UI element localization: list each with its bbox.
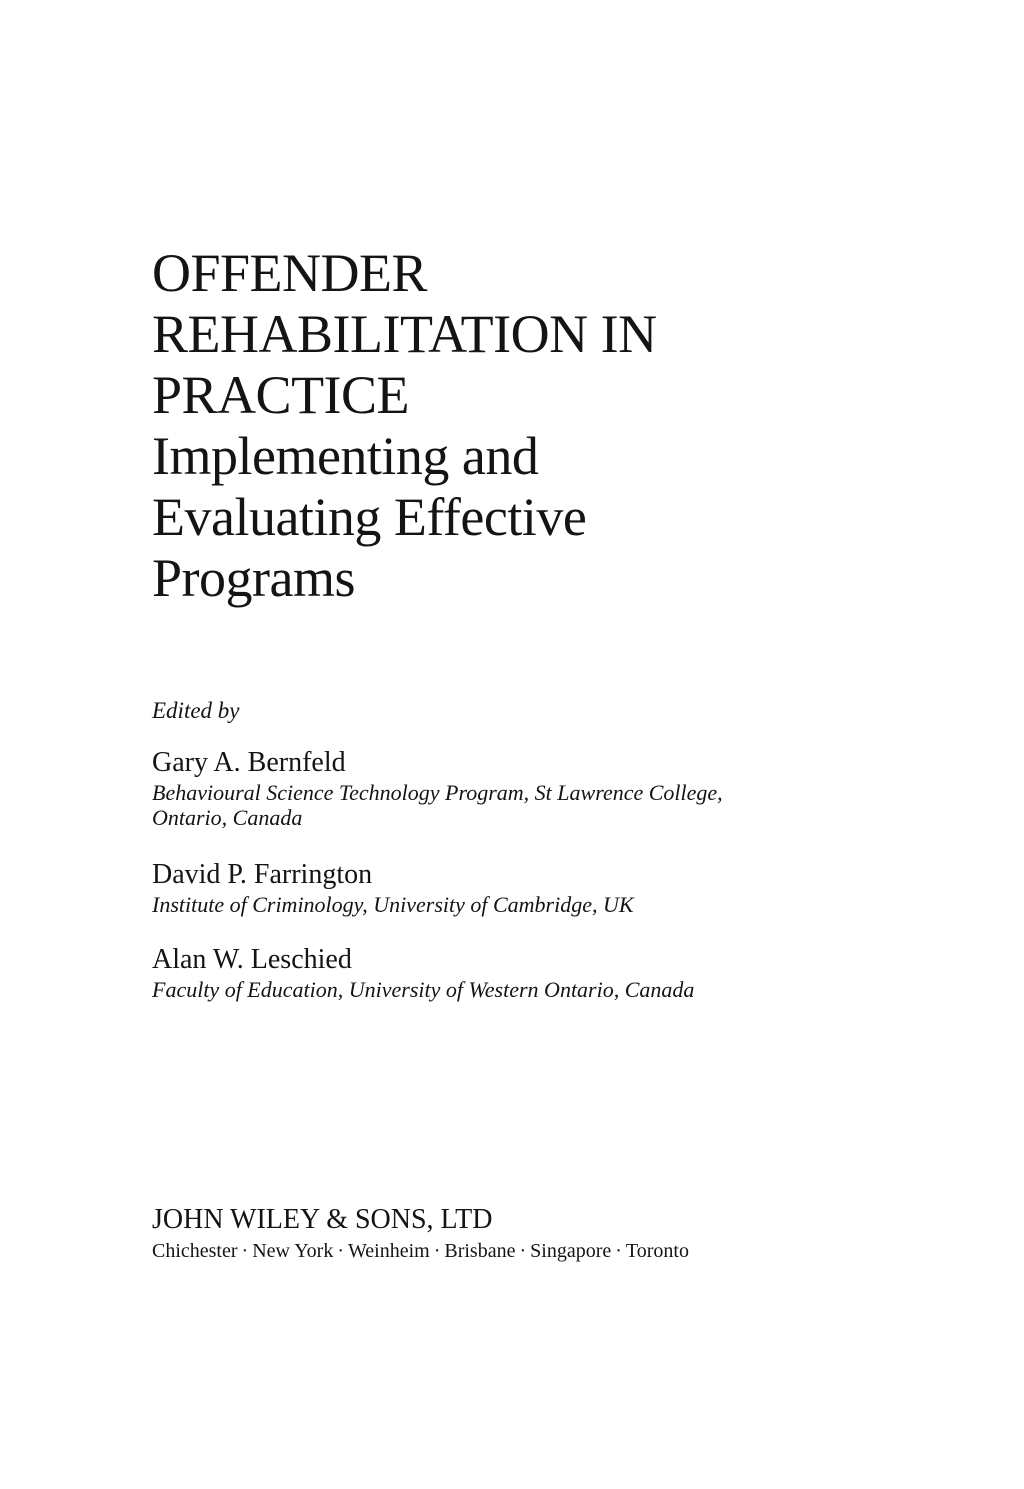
publisher-name: JOHN WILEY & SONS, LTD bbox=[152, 1204, 493, 1235]
publisher-cities bbox=[152, 1238, 689, 1264]
editor-name: Gary A. Bernfeld bbox=[152, 747, 346, 778]
separator: · bbox=[337, 1240, 344, 1262]
editor-affiliation: Faculty of Education, University of Western Ontario, Canada bbox=[152, 977, 695, 1002]
subtitle-line: Evaluating Effective bbox=[152, 487, 587, 547]
editor-affiliation: Institute of Criminology, University of Cambridge, UK bbox=[152, 892, 634, 917]
editor-affiliation: Behavioural Science Technology Program, St Lawrence College, bbox=[152, 780, 723, 805]
editor-entry bbox=[152, 858, 634, 917]
editor-entry bbox=[152, 943, 694, 1002]
title-line: REHABILITATION IN bbox=[152, 304, 657, 364]
separator: · bbox=[519, 1240, 527, 1262]
city: Chichester bbox=[152, 1240, 238, 1262]
editor-affiliation: Ontario, Canada bbox=[152, 805, 303, 830]
separator: · bbox=[615, 1240, 622, 1262]
title-line: PRACTICE bbox=[152, 365, 410, 425]
editor-name: Alan W. Leschied bbox=[152, 944, 352, 975]
separator: · bbox=[433, 1240, 441, 1262]
subtitle-line: Programs bbox=[152, 548, 355, 608]
city: Weinheim bbox=[348, 1240, 430, 1262]
book-title bbox=[152, 243, 657, 609]
edited-by-label: Edited by bbox=[152, 698, 240, 723]
city: Singapore bbox=[530, 1240, 612, 1262]
city: Brisbane bbox=[444, 1240, 516, 1262]
city: Toronto bbox=[625, 1240, 689, 1262]
editor-name: David P. Farrington bbox=[152, 859, 373, 890]
editor-entry bbox=[152, 746, 723, 830]
publisher-block bbox=[152, 1203, 689, 1264]
subtitle-line: Implementing and bbox=[152, 426, 539, 486]
separator: · bbox=[241, 1240, 249, 1262]
title-line: OFFENDER bbox=[152, 243, 428, 303]
city: New York bbox=[252, 1240, 334, 1262]
